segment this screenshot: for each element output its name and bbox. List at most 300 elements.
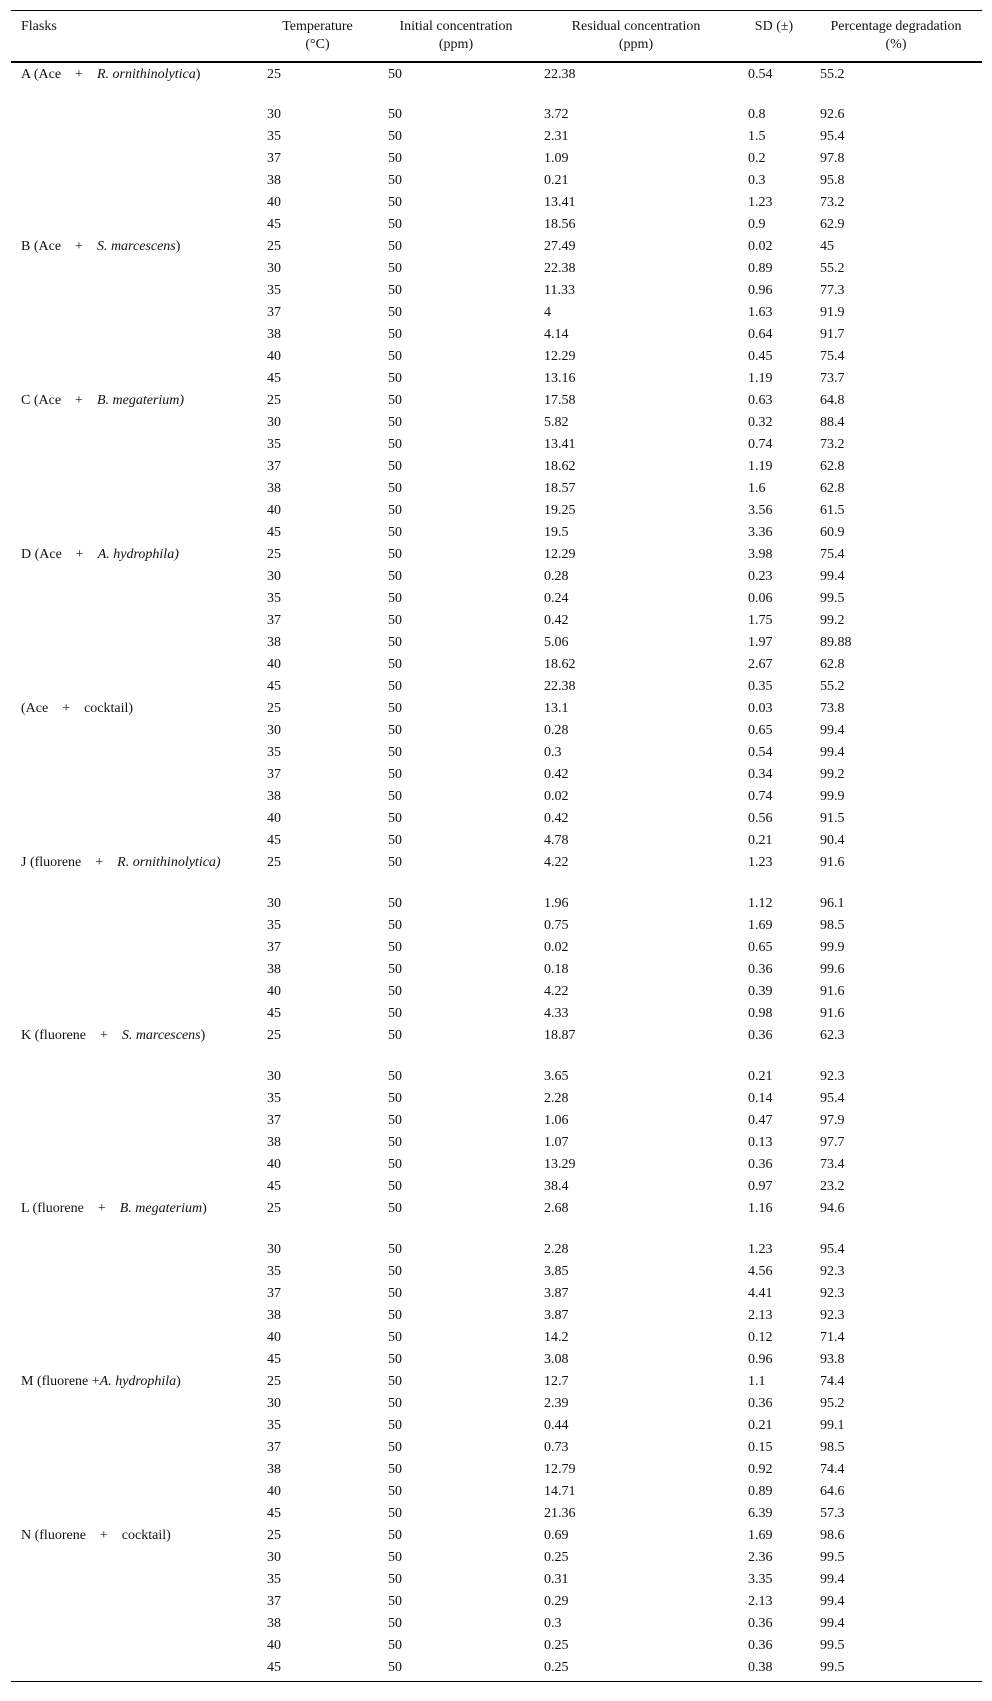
- flask-cell: [11, 125, 257, 147]
- sd-cell: 1.23: [748, 854, 773, 870]
- flask-cell: [11, 914, 257, 936]
- percentage-degradation-cell: 74.4: [820, 1373, 845, 1389]
- temperature-cell: 35: [267, 436, 281, 452]
- initial-concentration-cell: 50: [388, 216, 402, 232]
- percentage-degradation-cell: 99.5: [820, 1549, 845, 1565]
- temperature-cell: 38: [267, 634, 281, 650]
- percentage-degradation-cell: 99.4: [820, 1615, 845, 1631]
- table-header: [11, 11, 982, 62]
- sd-cell: 1.23: [748, 194, 773, 210]
- flask-cell: [11, 301, 257, 323]
- table-row: [11, 411, 982, 433]
- initial-concentration-cell: 50: [388, 1615, 402, 1631]
- temperature-cell: 30: [267, 568, 281, 584]
- flask-label-part: C (Ace +: [21, 392, 97, 408]
- initial-concentration-cell: 50: [388, 917, 402, 933]
- percentage-degradation-cell: 97.7: [820, 1134, 845, 1150]
- flask-label-part: N (fluorene + cocktail): [21, 1527, 171, 1543]
- temperature-cell: 37: [267, 1439, 281, 1455]
- flask-cell: [11, 213, 257, 235]
- initial-concentration-cell: 50: [388, 1241, 402, 1257]
- sd-cell: 0.35: [748, 678, 773, 694]
- initial-concentration-cell: 50: [388, 1461, 402, 1477]
- table-row: [11, 1238, 982, 1260]
- residual-concentration-cell: 2.28: [544, 1090, 569, 1106]
- initial-concentration-cell: 50: [388, 414, 402, 430]
- temperature-cell: 35: [267, 1571, 281, 1587]
- table-row: [11, 1590, 982, 1612]
- residual-concentration-cell: 11.33: [544, 282, 575, 298]
- residual-concentration-cell: 0.02: [544, 939, 569, 955]
- temperature-cell: 38: [267, 172, 281, 188]
- percentage-degradation-cell: 99.9: [820, 939, 845, 955]
- table-row: [11, 1304, 982, 1326]
- table-row: [11, 213, 982, 235]
- temperature-cell: 35: [267, 282, 281, 298]
- flask-label-part: A. hydrophila): [97, 546, 179, 562]
- table-row: [11, 1612, 982, 1634]
- table-row: [11, 1392, 982, 1414]
- table-row: [11, 829, 982, 851]
- percentage-degradation-cell: 99.5: [820, 590, 845, 606]
- initial-concentration-cell: 50: [388, 939, 402, 955]
- percentage-degradation-cell: 89.88: [820, 634, 852, 650]
- sd-cell: 0.74: [748, 436, 773, 452]
- flask-cell: [11, 62, 257, 103]
- flask-label-part: (Ace + cocktail): [21, 700, 134, 716]
- flask-cell: [11, 675, 257, 697]
- initial-concentration-cell: 50: [388, 744, 402, 760]
- percentage-degradation-cell: 73.2: [820, 194, 845, 210]
- temperature-cell: 25: [267, 854, 281, 870]
- residual-concentration-cell: 0.28: [544, 722, 569, 738]
- table-row: [11, 1131, 982, 1153]
- initial-concentration-cell: 50: [388, 1134, 402, 1150]
- flask-label-part: A (Ace +: [21, 66, 97, 82]
- initial-concentration-cell: 50: [388, 106, 402, 122]
- temperature-cell: 30: [267, 1395, 281, 1411]
- flask-label-part: B (Ace +: [21, 238, 97, 254]
- initial-concentration-cell: 50: [388, 1395, 402, 1411]
- residual-concentration-cell: 5.82: [544, 414, 569, 430]
- flask-cell: [11, 455, 257, 477]
- flask-cell: [11, 389, 257, 411]
- table-row: [11, 785, 982, 807]
- flask-cell: [11, 1590, 257, 1612]
- sd-cell: 0.8: [748, 106, 766, 122]
- percentage-degradation-cell: 99.6: [820, 961, 845, 977]
- initial-concentration-cell: 50: [388, 832, 402, 848]
- header-temperature: Temperature (°C): [257, 11, 378, 62]
- initial-concentration-cell: 50: [388, 983, 402, 999]
- initial-concentration-cell: 50: [388, 282, 402, 298]
- temperature-cell: 45: [267, 370, 281, 386]
- temperature-cell: 38: [267, 961, 281, 977]
- initial-concentration-cell: 50: [388, 128, 402, 144]
- temperature-cell: 37: [267, 939, 281, 955]
- table-row: [11, 1524, 982, 1546]
- flask-cell: [11, 1458, 257, 1480]
- initial-concentration-cell: 50: [388, 1637, 402, 1653]
- flask-cell: [11, 411, 257, 433]
- percentage-degradation-cell: 64.6: [820, 1483, 845, 1499]
- percentage-degradation-cell: 73.2: [820, 436, 845, 452]
- percentage-degradation-cell: 62.9: [820, 216, 845, 232]
- initial-concentration-cell: 50: [388, 1549, 402, 1565]
- temperature-cell: 35: [267, 1417, 281, 1433]
- initial-concentration-cell: 50: [388, 1373, 402, 1389]
- table-row: [11, 1480, 982, 1502]
- initial-concentration-cell: 50: [388, 612, 402, 628]
- percentage-degradation-cell: 93.8: [820, 1351, 845, 1367]
- sd-cell: 0.36: [748, 1615, 773, 1631]
- sd-cell: 1.63: [748, 304, 773, 320]
- sd-cell: 0.36: [748, 1395, 773, 1411]
- flask-cell: [11, 1175, 257, 1197]
- flask-cell: [11, 1304, 257, 1326]
- sd-cell: 1.6: [748, 480, 766, 496]
- flask-cell: [11, 1656, 257, 1682]
- initial-concentration-cell: 50: [388, 1307, 402, 1323]
- flask-cell: [11, 477, 257, 499]
- flask-cell: [11, 1153, 257, 1175]
- sd-cell: 0.21: [748, 832, 773, 848]
- table-row: [11, 169, 982, 191]
- table-body: [11, 62, 982, 1682]
- percentage-degradation-cell: 92.3: [820, 1307, 845, 1323]
- table-row: [11, 741, 982, 763]
- table-row: [11, 914, 982, 936]
- residual-concentration-cell: 18.87: [544, 1027, 576, 1043]
- percentage-degradation-cell: 23.2: [820, 1178, 845, 1194]
- table-row: [11, 1568, 982, 1590]
- residual-concentration-cell: 3.65: [544, 1068, 569, 1084]
- flask-cell: [11, 1414, 257, 1436]
- temperature-cell: 38: [267, 480, 281, 496]
- residual-concentration-cell: 0.31: [544, 1571, 569, 1587]
- initial-concentration-cell: 50: [388, 1068, 402, 1084]
- residual-concentration-cell: 4.33: [544, 1005, 569, 1021]
- table-row: [11, 653, 982, 675]
- flask-label-part: B. megaterium): [96, 392, 185, 408]
- percentage-degradation-cell: 92.3: [820, 1263, 845, 1279]
- flask-cell: [11, 1524, 257, 1546]
- percentage-degradation-cell: 99.4: [820, 744, 845, 760]
- residual-concentration-cell: 1.07: [544, 1134, 569, 1150]
- initial-concentration-cell: 50: [388, 678, 402, 694]
- initial-concentration-cell: 50: [388, 1351, 402, 1367]
- temperature-cell: 40: [267, 1156, 281, 1172]
- flask-label-part: B. megaterium: [119, 1200, 203, 1216]
- initial-concentration-cell: 50: [388, 1505, 402, 1521]
- initial-concentration-cell: 50: [388, 810, 402, 826]
- table-row: [11, 543, 982, 565]
- temperature-cell: 40: [267, 1329, 281, 1345]
- percentage-degradation-cell: 99.4: [820, 568, 845, 584]
- flask-cell: [11, 1568, 257, 1590]
- sd-cell: 0.13: [748, 1134, 773, 1150]
- temperature-cell: 25: [267, 1200, 281, 1216]
- initial-concentration-cell: 50: [388, 436, 402, 452]
- initial-concentration-cell: 50: [388, 854, 402, 870]
- flask-cell: [11, 1634, 257, 1656]
- flask-cell: [11, 499, 257, 521]
- percentage-degradation-cell: 99.1: [820, 1417, 845, 1433]
- flask-cell: [11, 697, 257, 719]
- table-row: [11, 763, 982, 785]
- percentage-degradation-cell: 88.4: [820, 414, 845, 430]
- residual-concentration-cell: 22.38: [544, 66, 576, 82]
- header-initial-concentration: Initial concentration (ppm): [378, 11, 534, 62]
- initial-concentration-cell: 50: [388, 1439, 402, 1455]
- header-sd: SD (±): [738, 11, 810, 62]
- temperature-cell: 45: [267, 216, 281, 232]
- sd-cell: 2.36: [748, 1549, 773, 1565]
- temperature-cell: 35: [267, 1090, 281, 1106]
- residual-concentration-cell: 14.2: [544, 1329, 569, 1345]
- residual-concentration-cell: 21.36: [544, 1505, 576, 1521]
- flask-cell: [11, 1197, 257, 1238]
- initial-concentration-cell: 50: [388, 524, 402, 540]
- residual-concentration-cell: 17.58: [544, 392, 576, 408]
- percentage-degradation-cell: 73.4: [820, 1156, 845, 1172]
- temperature-cell: 40: [267, 348, 281, 364]
- residual-concentration-cell: 2.28: [544, 1241, 569, 1257]
- sd-cell: 0.96: [748, 282, 773, 298]
- sd-cell: 0.64: [748, 326, 773, 342]
- sd-cell: 2.67: [748, 656, 773, 672]
- initial-concentration-cell: 50: [388, 1178, 402, 1194]
- initial-concentration-cell: 50: [388, 546, 402, 562]
- residual-concentration-cell: 4.22: [544, 854, 569, 870]
- initial-concentration-cell: 50: [388, 766, 402, 782]
- flask-cell: [11, 1348, 257, 1370]
- residual-concentration-cell: 0.73: [544, 1439, 569, 1455]
- percentage-degradation-cell: 91.5: [820, 810, 845, 826]
- residual-concentration-cell: 5.06: [544, 634, 569, 650]
- sd-cell: 0.65: [748, 722, 773, 738]
- flask-cell: [11, 980, 257, 1002]
- initial-concentration-cell: 50: [388, 392, 402, 408]
- percentage-degradation-cell: 95.4: [820, 128, 845, 144]
- initial-concentration-cell: 50: [388, 1527, 402, 1543]
- percentage-degradation-cell: 91.9: [820, 304, 845, 320]
- flask-cell: [11, 1065, 257, 1087]
- percentage-degradation-cell: 95.4: [820, 1090, 845, 1106]
- initial-concentration-cell: 50: [388, 238, 402, 254]
- percentage-degradation-cell: 91.6: [820, 983, 845, 999]
- temperature-cell: 35: [267, 590, 281, 606]
- flask-cell: [11, 829, 257, 851]
- table-row: [11, 1502, 982, 1524]
- percentage-degradation-cell: 74.4: [820, 1461, 845, 1477]
- sd-cell: 1.5: [748, 128, 766, 144]
- initial-concentration-cell: 50: [388, 1112, 402, 1128]
- table-row: [11, 1002, 982, 1024]
- flask-cell: [11, 1024, 257, 1065]
- flask-label-part: L (fluorene +: [21, 1200, 120, 1216]
- flask-label-part: ): [202, 1200, 207, 1216]
- percentage-degradation-cell: 99.4: [820, 1571, 845, 1587]
- temperature-cell: 37: [267, 458, 281, 474]
- flask-label-part: M (fluorene +: [21, 1373, 100, 1389]
- percentage-degradation-cell: 55.2: [820, 66, 845, 82]
- flask-cell: [11, 587, 257, 609]
- sd-cell: 0.14: [748, 1090, 773, 1106]
- percentage-degradation-cell: 98.6: [820, 1527, 845, 1543]
- table-row: [11, 257, 982, 279]
- initial-concentration-cell: 50: [388, 1593, 402, 1609]
- temperature-cell: 37: [267, 766, 281, 782]
- percentage-degradation-cell: 98.5: [820, 917, 845, 933]
- flask-cell: [11, 147, 257, 169]
- table-row: [11, 719, 982, 741]
- residual-concentration-cell: 4.22: [544, 983, 569, 999]
- table-row: [11, 323, 982, 345]
- residual-concentration-cell: 4.14: [544, 326, 569, 342]
- residual-concentration-cell: 12.29: [544, 546, 576, 562]
- residual-concentration-cell: 1.09: [544, 150, 569, 166]
- percentage-degradation-cell: 71.4: [820, 1329, 845, 1345]
- residual-concentration-cell: 1.06: [544, 1112, 569, 1128]
- sd-cell: 0.54: [748, 66, 773, 82]
- residual-concentration-cell: 19.5: [544, 524, 569, 540]
- sd-cell: 0.3: [748, 172, 766, 188]
- table-row: [11, 1260, 982, 1282]
- sd-cell: 0.89: [748, 1483, 773, 1499]
- sd-cell: 1.97: [748, 634, 773, 650]
- sd-cell: 0.2: [748, 150, 766, 166]
- flask-cell: [11, 257, 257, 279]
- sd-cell: 1.1: [748, 1373, 766, 1389]
- table-row: [11, 191, 982, 213]
- residual-concentration-cell: 2.31: [544, 128, 569, 144]
- percentage-degradation-cell: 97.9: [820, 1112, 845, 1128]
- residual-concentration-cell: 0.75: [544, 917, 569, 933]
- sd-cell: 3.98: [748, 546, 773, 562]
- percentage-degradation-cell: 55.2: [820, 678, 845, 694]
- temperature-cell: 38: [267, 1134, 281, 1150]
- sd-cell: 0.23: [748, 568, 773, 584]
- initial-concentration-cell: 50: [388, 895, 402, 911]
- percentage-degradation-cell: 95.8: [820, 172, 845, 188]
- initial-concentration-cell: 50: [388, 1005, 402, 1021]
- table-row: [11, 1370, 982, 1392]
- sd-cell: 0.89: [748, 260, 773, 276]
- flask-cell: [11, 1131, 257, 1153]
- temperature-cell: 40: [267, 1483, 281, 1499]
- temperature-cell: 25: [267, 238, 281, 254]
- flask-label-part: ): [176, 1373, 181, 1389]
- percentage-degradation-cell: 98.5: [820, 1439, 845, 1455]
- sd-cell: 0.02: [748, 238, 773, 254]
- flask-cell: [11, 785, 257, 807]
- initial-concentration-cell: 50: [388, 1483, 402, 1499]
- sd-cell: 0.65: [748, 939, 773, 955]
- temperature-cell: 37: [267, 150, 281, 166]
- sd-cell: 0.36: [748, 961, 773, 977]
- temperature-cell: 45: [267, 678, 281, 694]
- table-row: [11, 103, 982, 125]
- header-percentage-degradation: Percentage degradation (%): [810, 11, 982, 62]
- flask-cell: [11, 235, 257, 257]
- sd-cell: 0.56: [748, 810, 773, 826]
- sd-cell: 0.36: [748, 1027, 773, 1043]
- percentage-degradation-cell: 57.3: [820, 1505, 845, 1521]
- flask-cell: [11, 1260, 257, 1282]
- temperature-cell: 38: [267, 1615, 281, 1631]
- sd-cell: 0.54: [748, 744, 773, 760]
- table-row: [11, 565, 982, 587]
- sd-cell: 3.36: [748, 524, 773, 540]
- initial-concentration-cell: 50: [388, 1329, 402, 1345]
- percentage-degradation-cell: 95.4: [820, 1241, 845, 1257]
- residual-concentration-cell: 0.3: [544, 1615, 562, 1631]
- flask-cell: [11, 367, 257, 389]
- initial-concentration-cell: 50: [388, 1090, 402, 1106]
- table-row: [11, 675, 982, 697]
- flask-cell: [11, 892, 257, 914]
- residual-concentration-cell: 13.16: [544, 370, 576, 386]
- header-residual-concentration: Residual concentration (ppm): [534, 11, 738, 62]
- sd-cell: 1.16: [748, 1200, 773, 1216]
- table-row: [11, 477, 982, 499]
- residual-concentration-cell: 13.41: [544, 194, 576, 210]
- residual-concentration-cell: 3.08: [544, 1351, 569, 1367]
- residual-concentration-cell: 18.62: [544, 458, 576, 474]
- percentage-degradation-cell: 73.7: [820, 370, 845, 386]
- sd-cell: 4.56: [748, 1263, 773, 1279]
- residual-concentration-cell: 19.25: [544, 502, 576, 518]
- flask-cell: [11, 958, 257, 980]
- initial-concentration-cell: 50: [378, 1656, 534, 1682]
- percentage-degradation-cell: 62.8: [820, 458, 845, 474]
- temperature-cell: 30: [267, 722, 281, 738]
- residual-concentration-cell: 12.79: [544, 1461, 576, 1477]
- residual-concentration-cell: 3.72: [544, 106, 569, 122]
- flask-cell: [11, 279, 257, 301]
- flask-label-part: A. hydrophila: [99, 1373, 177, 1389]
- temperature-cell: 25: [267, 700, 281, 716]
- temperature-cell: 37: [267, 304, 281, 320]
- sd-cell: 0.21: [748, 1068, 773, 1084]
- temperature-cell: 25: [267, 392, 281, 408]
- table-row: [11, 1024, 982, 1065]
- initial-concentration-cell: 50: [388, 194, 402, 210]
- sd-cell: 0.97: [748, 1178, 773, 1194]
- flask-cell: [11, 1370, 257, 1392]
- residual-concentration-cell: 27.49: [544, 238, 576, 254]
- flask-cell: [11, 565, 257, 587]
- sd-cell: 4.41: [748, 1285, 773, 1301]
- percentage-degradation-cell: 92.6: [820, 106, 845, 122]
- percentage-degradation-cell: 75.4: [820, 546, 845, 562]
- table-row: [11, 587, 982, 609]
- sd-cell: 1.23: [748, 1241, 773, 1257]
- table-row: [11, 697, 982, 719]
- initial-concentration-cell: 50: [388, 1156, 402, 1172]
- sd-cell: 1.19: [748, 370, 773, 386]
- residual-concentration-cell: 0.18: [544, 961, 569, 977]
- temperature-cell: 37: [267, 1285, 281, 1301]
- residual-concentration-cell: 13.41: [544, 436, 576, 452]
- flask-cell: [11, 1326, 257, 1348]
- table-row: [11, 1282, 982, 1304]
- flask-cell: [11, 1502, 257, 1524]
- sd-cell: 0.12: [748, 1329, 773, 1345]
- temperature-cell: 25: [267, 1527, 281, 1543]
- temperature-cell: 45: [267, 1505, 281, 1521]
